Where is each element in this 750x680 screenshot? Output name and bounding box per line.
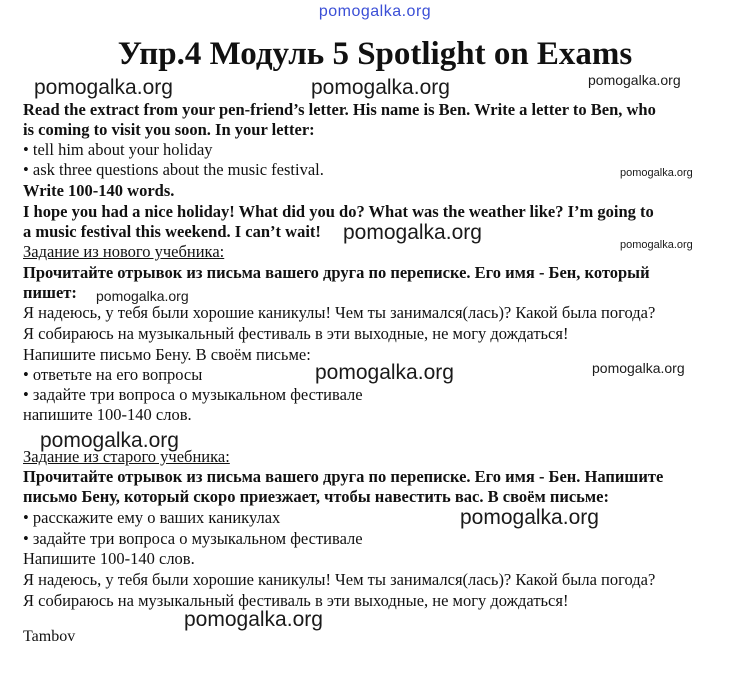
task-bullet-1: • tell him about your holiday	[23, 140, 213, 159]
task-word-count: Write 100-140 words.	[23, 181, 175, 200]
old-book-bullet-1: • расскажите ему о ваших каникулах	[23, 508, 281, 527]
new-book-intro-line-1: Прочитайте отрывок из письма вашего друга по переписке. Его имя - Бен, который	[23, 263, 650, 282]
letter-extract-line-2: a music festival this weekend. I can’t wait!	[23, 222, 321, 241]
new-book-heading: Задание из нового учебника:	[23, 242, 225, 261]
old-book-word-count: Напишите 100-140 слов.	[23, 549, 195, 568]
old-book-bullet-2: • задайте три вопроса о музыкальном фестивале	[23, 529, 363, 548]
watermark: pomogalka.org	[588, 72, 681, 88]
task-intro-line-2: is coming to visit you soon. In your letter:	[23, 120, 315, 139]
task-intro-line-1: Read the extract from your pen-friend’s letter. His name is Ben. Write a letter to Ben, who	[23, 100, 656, 119]
old-book-heading: Задание из старого учебника:	[23, 447, 230, 466]
task-bullet-2: • ask three questions about the music festival.	[23, 160, 324, 179]
new-book-intro-line-2: пишет:	[23, 283, 77, 302]
new-book-word-count: напишите 100-140 слов.	[23, 405, 192, 424]
watermark: pomogalka.org	[184, 608, 323, 631]
watermark: pomogalka.org	[343, 221, 482, 244]
new-book-bullet-1: • ответьте на его вопросы	[23, 365, 203, 384]
watermark: pomogalka.org	[40, 429, 179, 452]
watermark: pomogalka.org	[620, 167, 693, 179]
watermark: pomogalka.org	[34, 76, 173, 99]
watermark: pomogalka.org	[620, 239, 693, 251]
new-book-letter-line-1: Я надеюсь, у тебя были хорошие каникулы! Чем ты занимался(лась)? Какой была погода?	[23, 303, 656, 322]
old-book-intro-line-2: письмо Бену, который скоро приезжает, чтобы навестить вас. В своём письме:	[23, 487, 609, 506]
watermark: pomogalka.org	[592, 360, 685, 376]
watermark: pomogalka.org	[96, 288, 189, 304]
old-book-letter-line-1: Я надеюсь, у тебя были хорошие каникулы! Чем ты занимался(лась)? Какой была погода?	[23, 570, 656, 589]
watermark-top: pomogalka.org	[318, 3, 432, 20]
watermark: pomogalka.org	[460, 506, 599, 529]
new-book-letter-line-2: Я собираюсь на музыкальный фестиваль в эти выходные, не могу дождаться!	[23, 324, 569, 343]
old-book-intro-line-1: Прочитайте отрывок из письма вашего друга по переписке. Его имя - Бен. Напишите	[23, 467, 664, 486]
new-book-instruction: Напишите письмо Бену. В своём письме:	[23, 345, 311, 364]
page-title: Упр.4 Модуль 5 Spotlight on Exams	[117, 36, 633, 72]
old-book-letter-line-2: Я собираюсь на музыкальный фестиваль в эти выходные, не могу дождаться!	[23, 591, 569, 610]
new-book-bullet-2: • задайте три вопроса о музыкальном фестивале	[23, 385, 363, 404]
watermark: pomogalka.org	[315, 361, 454, 384]
watermark: pomogalka.org	[311, 76, 450, 99]
letter-extract-line-1: I hope you had a nice holiday! What did you do? What was the weather like? I’m going to	[23, 202, 654, 221]
author-signature: Tambov	[23, 628, 76, 645]
